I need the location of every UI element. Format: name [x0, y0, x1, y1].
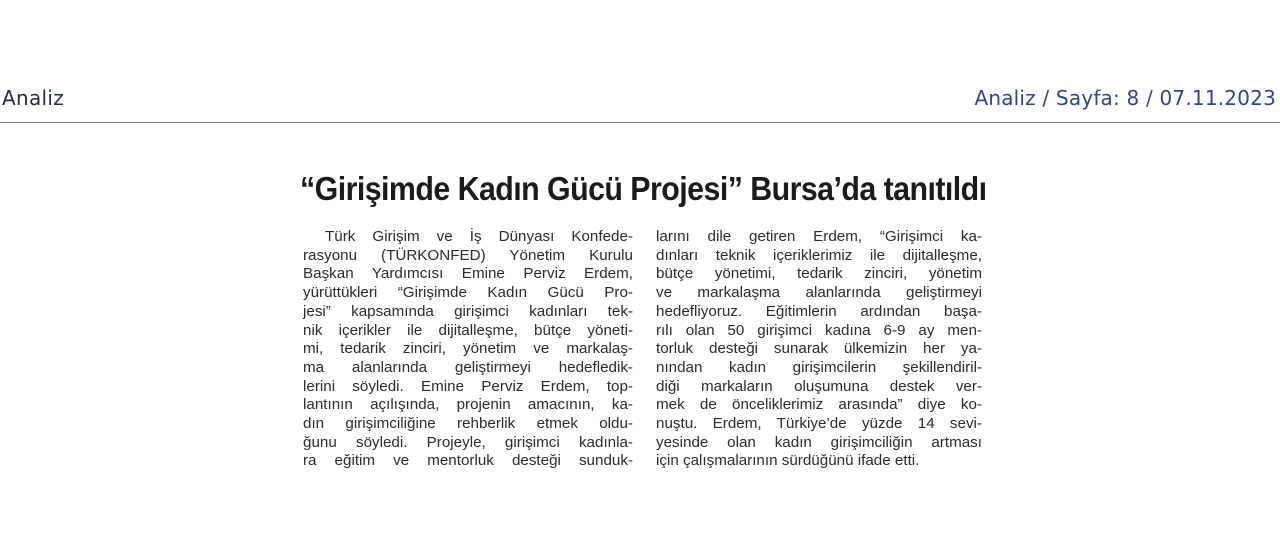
article-line: nik içerikler ile dijitalleşme, bütçe yöneti-: [303, 321, 633, 339]
header-divider: [0, 122, 1280, 123]
article-line: mek de önceliklerimiz arasında” diye ko-: [656, 396, 982, 414]
article-line: dın girişimciliğine rehberlik etmek oldu-: [303, 415, 633, 433]
article-line: dınları teknik içeriklerimiz ile dijitalleşme,: [656, 246, 982, 264]
article-line: hedefliyoruz. Eğitimlerin ardından başa-: [656, 302, 982, 320]
article-line: rılı olan 50 girişimci kadına 6-9 ay men-: [656, 321, 982, 339]
article-line: ra eğitim ve mentorluk desteği sunduk-: [303, 452, 633, 470]
article-line: Başkan Yardımcısı Emine Perviz Erdem,: [303, 265, 633, 283]
article-line: rasyonu (TÜRKONFED) Yönetim Kurulu: [303, 246, 633, 264]
article-line: jesi” kapsamında girişimci kadınları tek-: [303, 302, 633, 320]
article-column-left: [303, 228, 633, 471]
article-headline: “Girişimde Kadın Gücü Projesi” Bursa’da tanıtıldı: [300, 170, 987, 207]
section-label: Analiz: [2, 86, 65, 110]
article-line: için çalışmalarının sürdüğünü ifade etti.: [656, 452, 920, 470]
source-info: Analiz / Sayfa: 8 / 07.11.2023: [974, 86, 1276, 110]
article-line: diği markaların oluşumuna destek ver-: [656, 377, 982, 395]
article-line: mi, tedarik zinciri, yönetim ve markalaş-: [303, 340, 633, 358]
article-line: yesinde olan kadın girişimciliğin artması: [656, 433, 982, 451]
article-line: lerini söyledi. Emine Perviz Erdem, top-: [303, 377, 633, 395]
article-line: nuştu. Erdem, Türkiye’de yüzde 14 sevi-: [656, 415, 982, 433]
article-line: ma alanlarında geliştirmeyi hedefledik-: [303, 358, 633, 376]
article-line: Türk Girişim ve İş Dünyası Konfede-: [325, 228, 633, 245]
article-line: nından kadın girişimcilerin şekillendiril-: [656, 358, 982, 376]
article-line: ve markalaşma alanlarında geliştirmeyi: [656, 284, 982, 302]
article-line: ğunu söyledi. Projeyle, girişimci kadınla-: [303, 433, 633, 451]
article-column-right: [656, 228, 982, 471]
article-line: bütçe yönetimi, tedarik zinciri, yönetim: [656, 265, 982, 283]
article-line: larını dile getiren Erdem, “Girişimci ka-: [656, 228, 982, 245]
article-line: yürüttükleri “Girişimde Kadın Gücü Pro-: [303, 284, 633, 302]
article-line: torluk desteği sunarak ülkemizin her ya-: [656, 340, 982, 358]
article-line: lantının açılışında, projenin amacının, ka-: [303, 396, 633, 414]
